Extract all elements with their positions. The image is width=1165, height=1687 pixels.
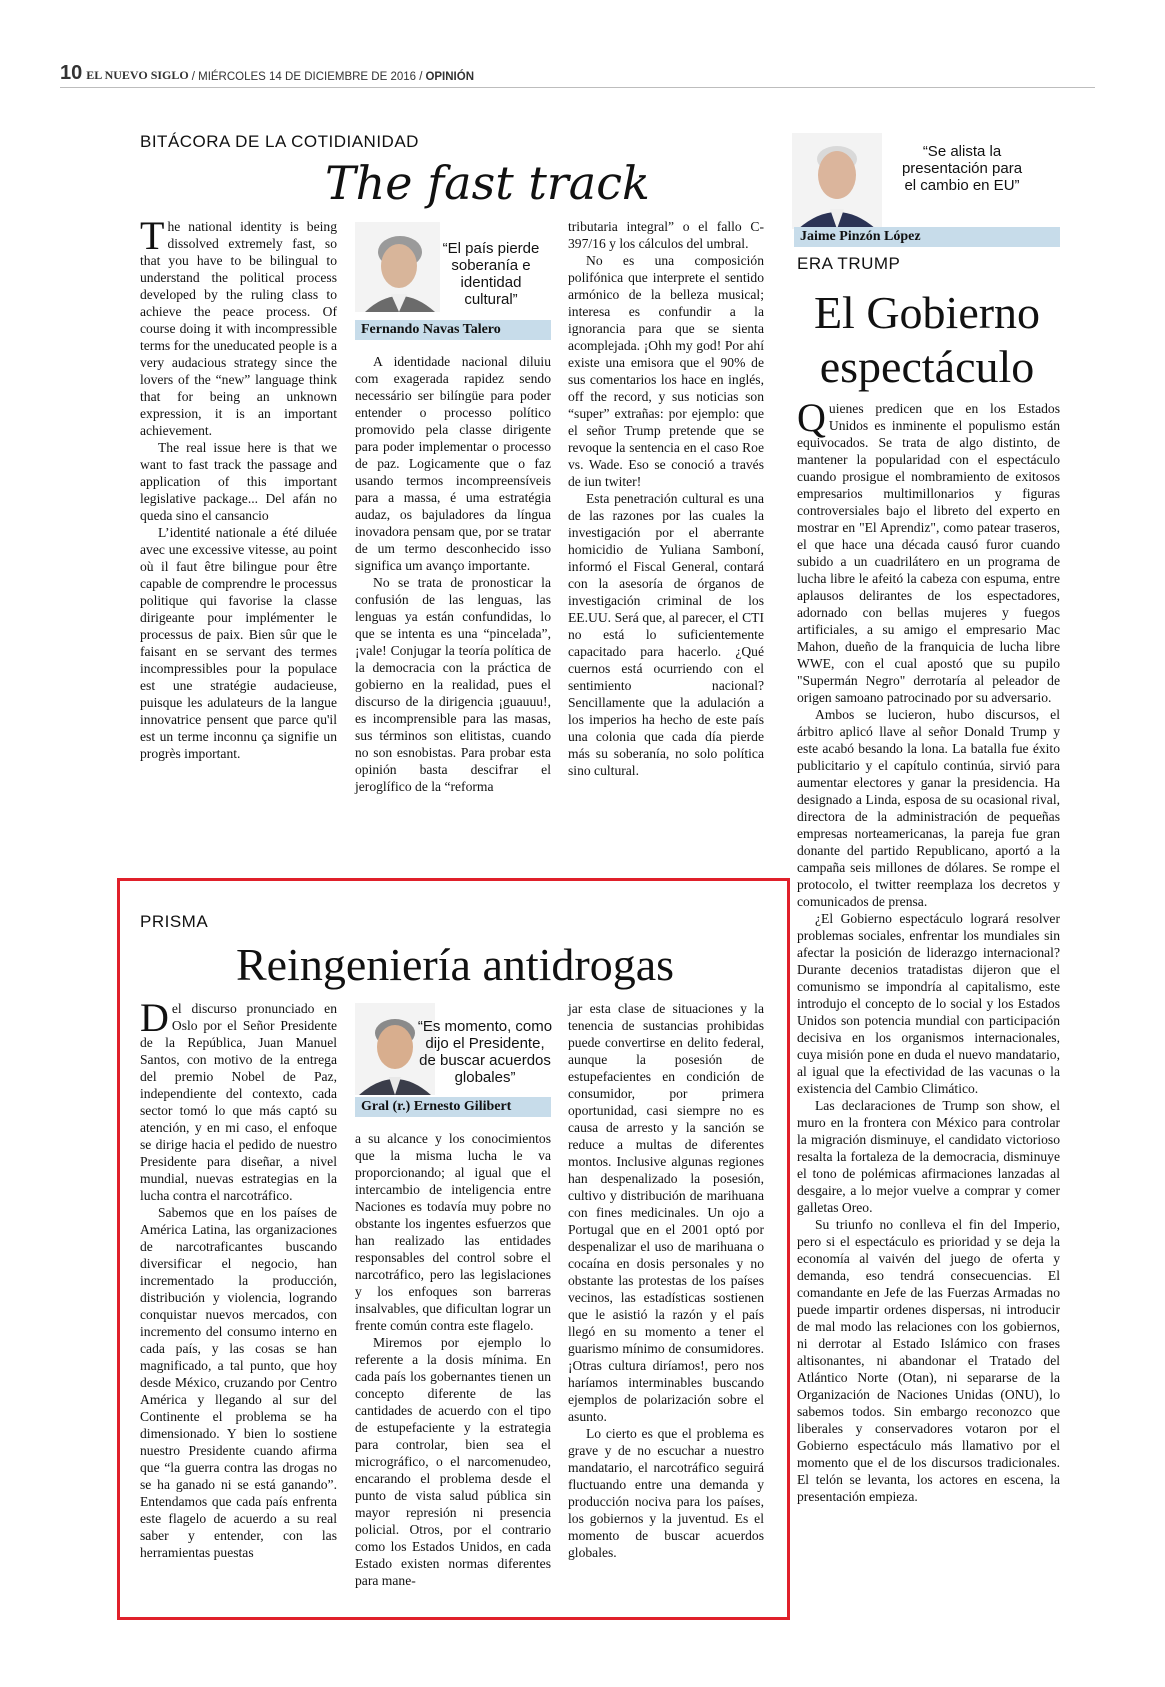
article-paragraph: Miremos por ejemplo lo referente a la dosis mínima. En cada país los gobernantes tienen un concepto diferente de las cantidades de acuerdo con el tipo de estupefaciente y la estrategia para controlar, bien sea el micrográfico, o el narcomenudeo, encarando el problema desde el punto de vista salud pública sin mayor represión ni presencia policial. Otros, por el contrario como los Estados Unidos, en cada Estado existen normas diferentes para mane- — [355, 1335, 551, 1588]
article-paragraph: Sabemos que en los países de América Latina, las organizaciones de narcotraficantes buscando diversificar el negocio, han incrementado la producción, distribución y violencia, logrando conquistar nuevos mercados, con incremento del consumo interno en cada país, y las cosas se han magnificado, a tal punto, que hoy desde México, cruzando por Centro América y llegando al sur del Continente el problema se ha dimensionado. Y bien lo sostiene nuestro Presidente cuando afirma que “la guerra contra las drogas no se ha ganado ni se está ganando”. Entendamos que cada país enfrenta este flagelo de acuerdo a su real saber y entender, con las herramientas puestas — [140, 1205, 337, 1560]
prisma-column-2 — [355, 1130, 551, 1615]
fast-track-author: Fernando Navas Talero — [355, 320, 551, 340]
article-paragraph: a su alcance y los conocimientos que la misma lucha le va proporcionando; al igual que el intercambio de inteligencia entre Naciones es todavía muy pobre no obstante los ingentes esfuerzos que han realizado las entidades responsables del control sobre el narcotráfico, pero las legislaciones y los enfoques son barreras insalvables, que dificultan lograr un frente común contra este flagelo. — [355, 1131, 551, 1333]
era-trump-column — [797, 395, 1060, 1625]
headline-line: El Gobierno — [813, 287, 1041, 338]
article-paragraph: tributaria integral” o el fallo C-397/16 y los cálculos del umbral. — [568, 219, 764, 251]
publication-name: EL NUEVO SIGLO — [86, 68, 189, 82]
fast-track-column-3 — [568, 218, 764, 848]
prisma-headline: Reingeniería antidrogas — [235, 939, 675, 990]
headline-line: espectáculo — [819, 341, 1035, 392]
article-paragraph: Del discurso pronunciado en Oslo por el Señor Presidente de la República, Juan Manuel Santos, con motivo de la entrega del premio Nobel de Paz, independiente del contexto, cada sector tomó lo que más captó su atención, y en mi caso, el enfoque se dirige hacia el pedido de nuestro Presidente para diseñar, a nivel mundial, nuevas estrategias en la lucha contra el narcotráfico. — [140, 995, 337, 1203]
fast-track-kicker: BITÁCORA DE LA COTIDIANIDAD — [140, 132, 419, 151]
article-paragraph: Lo cierto es que el problema es grave y de no escuchar a nuestro mandatario, el narcotráfico seguirá fluctuando entre una demanda y producción nociva para los países, los gobiernos y la juventud. Es el momento de buscar acuerdos globales. — [568, 1426, 764, 1560]
prisma-column-3 — [568, 1000, 764, 1615]
prisma-column-1 — [140, 995, 337, 1615]
fast-track-headline: The fast track — [325, 156, 650, 210]
author-portrait — [792, 133, 882, 229]
portrait-photo — [792, 133, 882, 229]
fast-track-column-1 — [140, 213, 337, 848]
era-trump-kicker: ERA TRUMP — [797, 254, 901, 273]
fast-track-pull-quote: “El país pierde soberanía e identidad cultural” — [442, 240, 540, 308]
fast-track-column-2 — [355, 353, 551, 853]
prisma-pull-quote: “Es momento, como dijo el Presidente, de buscar acuerdos globales” — [417, 1018, 553, 1086]
page-number: 10 — [60, 62, 83, 84]
article-paragraph: L’identité nationale a été diluée avec une excessive vitesse, au point où il faut être bilingue pour être capable de comprendre le processus politique qui favorise la classe dirigeante pour implémenter le processus de paix. Bien sûr que le faisant en se servant des termes incompressibles pour la populace est une stratégie audacieuse, puisque les adulateurs de la langue innovatrice pensent que parce qu'il est un terme inconnu ça signifie un progrès important. — [140, 525, 337, 761]
article-paragraph: No se trata de pronosticar la confusión de las lenguas, las lenguas ya están confundidas, lo que se intenta es una “pincelada”, ¡vale! Conjugar la teoría política de la democracia con la práctica de gobierno en la realidad, pues el discurso de la dirigencia ¡guauuu!, es incomprensible para las masas, sus términos son elitistas, cuando no son esnobistas. Para probar esta opinión basta descifrar el jeroglífico de la “reforma — [355, 575, 551, 794]
article-paragraph: The real issue here is that we want to fast track the passage and application of this important legislative package... Del afán no queda sino el cansancio — [140, 440, 337, 523]
article-paragraph: Quienes predicen que en los Estados Unidos es inminente el populismo están equivocados. Se trata de algo distinto, de mantener la popularidad con el espectáculo cuando prosigue el nombramiento de exitosos empresarios multimillonarios y figuras controversiales bajo el libreto del experto en mostrar en "El Aprendiz", como patear traseros, el que hace una década causó furor cuando subido a un cuadrilátero en un programa de lucha libre le afeitó la cabeza con espuma, entre aplausos delirantes de los espectadores, adornado con bellas mujeres y fuegos artificiales, a su amigo el empresario Mac Mahon, dueño de la franquicia de lucha libre WWE, con el cual apostó que su pupilo "Supermán Negro" derrotaría al peleador de origen samoano patrocinado por su adversario. — [797, 395, 1060, 705]
article-paragraph: jar esta clase de situaciones y la tenencia de sustancias prohibidas puede convertirse en delito federal, aunque la posesión de estupefacientes en condición de consumidor, por primera oportunidad, casi siempre no es causa de arresto y la sanción se reduce a multas de diferentes montos. Inclusive algunas regiones han despenalizado la posesión, cultivo y distribución de marihuana con fines medicinales. Un ojo a Portugal que en el 2001 optó por despenalizar el uso de marihuana o cocaína en dosis personales y no obstante las protestas de los países vecinos, las estadísticas sostienen que le asistió la razón y el país llegó en su momento a tener el guarismo mínimo de consumidores. ¡Otras cultura diríamos!, pero nos haríamos interminables buscando ejemplos de polarización sobre el asunto. — [568, 1001, 764, 1424]
article-paragraph: No es una composición polifónica que interprete el sentido armónico de la belleza musical; interesa es confundir a la ignorancia para que se sienta acomplejada. ¡Ohh my god! Por ahí existe una emisora que el 90% de sus comentarios los hace en inglés, off the record, y sus noticias son “super” extrañas: por ejemplo: que el señor Trump pretende que se revoque la sentencia en el caso Roe vs. Wade. Eso se conoció a través de iun twiter! — [568, 253, 764, 489]
page-header — [60, 62, 1095, 88]
era-trump-author: Jaime Pinzón López — [794, 227, 1060, 247]
author-portrait — [355, 222, 440, 312]
era-trump-pull-quote: “Se alista la presentación para el cambio en EU” — [901, 143, 1023, 194]
article-paragraph: The national identity is being dissolved extremely fast, so that you have to be bilingual to understand the political process developed by the ruling class to achieve the peace process. Of course doing it with incompressible terms for the uneducated people is a very audacious strategy since the lovers of the “new” language think that for being an unknown expression, it is an important achievement. — [140, 213, 337, 438]
article-paragraph: ¿El Gobierno espectáculo logrará resolver problemas sociales, enfrentar los mundiales sin afectar la posición de liderazgo internacional? Durante decenios tratadistas dijeron que el comunismo se impondría al capitalismo, este introdujo el concepto de lo social y los Estados Unidos son potencia mundial con participación decisiva en los organismos internacionales, cuya misión pone en duda el nuevo mandatario, al igual que la efectividad de las vacunas o la existencia del Cambio Climático. — [797, 911, 1060, 1096]
article-paragraph: Ambos se lucieron, hubo discursos, el árbitro aplicó llave al señor Donald Trump y este acabó besando la lona. La batalla fue éxito publicitario y el capítulo continúa, sirvió para aumentar electores y ganar la presidencia. Ha designado a Linda, esposa de su ocasional rival, directora de la administración de pequeñas empresas norteamericanas, la pareja fue gran donante del partido Republicano, aportó a la campaña seis millones de dólares. Se rompe el protocolo, el twitter reemplaza los decretos y comunicados de prensa. — [797, 707, 1060, 909]
era-trump-headline — [794, 286, 1060, 394]
portrait-photo — [355, 222, 440, 312]
issue-date: / MIÉRCOLES 14 DE DICIEMBRE DE 2016 / — [191, 71, 423, 83]
article-paragraph: Esta penetración cultural es una de las razones por las cuales la investigación por el aberrante homicidio de Yuliana Samboní, informó el Fiscal General, contará con la asesoría de órganos de investigación criminal de los EE.UU. Será que, al parecer, el CTI no está lo suficientemente capacitado para hacerlo. ¿Qué cuernos está ocurriendo con el sentimiento nacional? Sencillamente que la adulación a los imperios ha hecho de este país una colonia que cada día pierde más su soberanía, no solo política sino cultural. — [568, 491, 764, 778]
section-name: OPINIÓN — [425, 71, 474, 83]
article-paragraph: A identidade nacional diluiu com exagerada rapidez sendo necessário ser bilíngüe para poder entender o processo político promovido pela classe dirigente para poder implementar o processo de paz. Logicamente que o faz usando termos incompreensíveis para a massa, é uma estratégia audaz, os bajuladores da língua inovadora pensam que, por se tratar de um termo desconhecido isso significa um avanço importante. — [355, 354, 551, 573]
article-paragraph: Su triunfo no conlleva el fin del Imperio, pero si el espectáculo es prioridad y se deja la economía al vaivén del juego de oferta y demanda, eso tendrá consecuencias. El comandante en Jefe de las Fuerzas Armadas no puede impartir ordenes dispersas, ni introducir de mal modo las relaciones con los gobiernos, ni derrotar al Estado Islámico con frases altisonantes, ni abandonar el Tratado del Atlántico Norte (Otan), ni separarse de la Organización de Naciones Unidas (ONU), lo sabemos todos. Sin embargo reconozco que liberales y conservadores votaron por el Gobierno espectáculo más llamativo por el momento que el de los discursos tradicionales. El telón se levanta, los actores en escena, la presentación empieza. — [797, 1217, 1060, 1504]
prisma-kicker: PRISMA — [140, 912, 209, 931]
prisma-author: Gral (r.) Ernesto Gilibert — [355, 1097, 551, 1117]
article-paragraph: Las declaraciones de Trump son show, el muro en la frontera con México para controlar la migración disminuye, el candidato victorioso resalta la fortaleza de la democracia, disminuye el tono de polémicas afirmaciones lanzadas al desgaire, a lo mejor vuelve a comprar y comer galletas Oreo. — [797, 1098, 1060, 1215]
